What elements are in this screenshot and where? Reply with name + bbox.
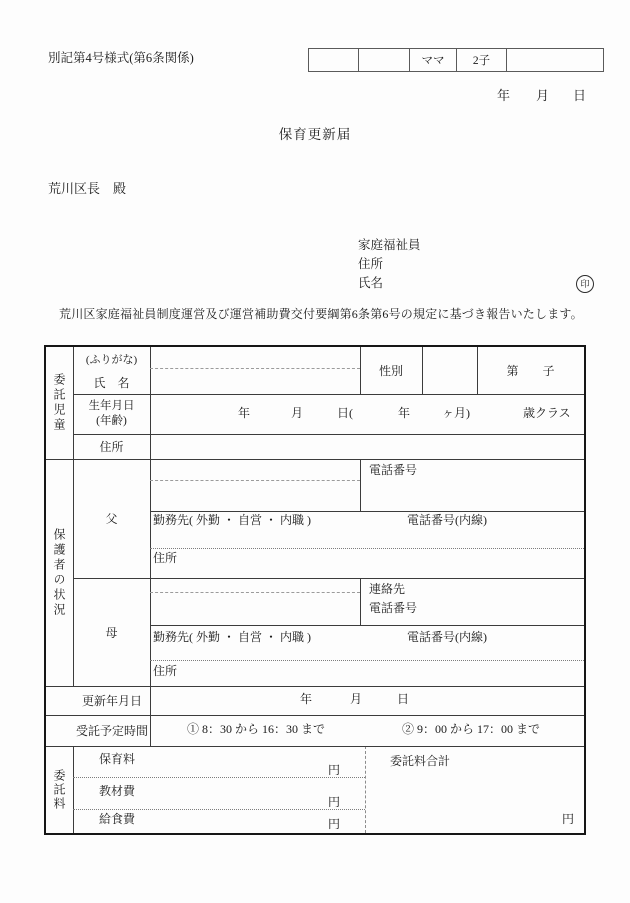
section-header-guardians: 保護者の状況 xyxy=(52,527,66,618)
father-address-label: 住所 xyxy=(153,551,178,565)
dotted-divider xyxy=(73,809,365,810)
renewal-year-label: 年 xyxy=(300,692,313,706)
mother-address-label: 住所 xyxy=(153,664,178,678)
hours-option-2: ② 9：00 から 17：00 まで xyxy=(402,722,541,736)
dotted-divider xyxy=(150,660,584,661)
date-month-label: 月 xyxy=(536,88,550,103)
divider xyxy=(360,578,361,625)
furigana-rule xyxy=(150,592,360,593)
age-year-label: 年 xyxy=(398,406,411,420)
divider xyxy=(422,347,423,394)
page-title: 保育更新届 xyxy=(278,127,352,142)
birth-ordinal-label: 第 子 xyxy=(506,364,555,378)
child-address-label: 住所 xyxy=(99,440,124,454)
divider xyxy=(73,746,74,833)
seal-character: 印 xyxy=(580,278,590,289)
class-label: 歳クラス xyxy=(523,406,571,420)
stamp-cell-3: ママ xyxy=(409,49,456,71)
sender-address-label: 住所 xyxy=(358,257,384,271)
fee-row-label: 教材費 xyxy=(99,784,136,798)
mother-label: 母 xyxy=(105,625,118,640)
divider xyxy=(46,746,584,747)
divider xyxy=(150,625,584,626)
fee-row-label: 保育料 xyxy=(99,752,136,766)
fee-row-unit: 円 xyxy=(328,817,341,831)
sender-role-label: 家庭福祉員 xyxy=(358,238,421,252)
date-year-label: 年 xyxy=(497,88,511,103)
father-employment-label: 勤務先( 外勤 ・ 自営 ・ 内職 ) xyxy=(153,513,311,527)
stamp-cell-4: 2子 xyxy=(456,49,506,71)
fee-row-unit: 円 xyxy=(328,763,341,777)
mother-employment-label: 勤務先( 外勤 ・ 自営 ・ 内職 ) xyxy=(153,630,311,644)
seal-mark-icon xyxy=(576,275,594,293)
father-label: 父 xyxy=(105,512,118,526)
renewal-date-label: 更新年月日 xyxy=(81,694,142,708)
form-reference: 別記第4号様式(第6条関係) xyxy=(48,51,194,65)
dob-label: 生年月日 xyxy=(88,400,135,413)
stamp-cell-2 xyxy=(358,49,409,71)
date-day-label: 日 xyxy=(573,88,587,103)
fee-total-label: 委託料合計 xyxy=(390,754,451,768)
dob-year-label: 年 xyxy=(238,406,251,420)
main-form-table xyxy=(44,345,586,835)
stamp-cell-1 xyxy=(309,49,358,71)
mother-contact-label: 連絡先 xyxy=(369,582,406,596)
fee-row-unit: 円 xyxy=(328,795,341,809)
dotted-divider xyxy=(73,777,365,778)
declaration-sentence: 荒川区家庭福祉員制度運営及び運営補助費交付要綱第6条第6号の規定に基づき報告いたします。 xyxy=(59,307,583,321)
renewal-month-label: 月 xyxy=(350,692,363,706)
dob-month-label: 月 xyxy=(291,406,304,420)
sex-label: 性別 xyxy=(378,364,403,378)
divider xyxy=(360,459,361,511)
hours-option-1: ① 8：30 から 16：30 まで xyxy=(187,722,326,736)
age-months-label: ヶ月) xyxy=(442,406,470,420)
dotted-divider xyxy=(150,548,584,549)
section-header-fees: 委託料 xyxy=(52,768,66,811)
dob-age-label: (年齢) xyxy=(96,415,127,427)
divider xyxy=(150,511,584,512)
dashed-divider xyxy=(365,746,366,833)
stamp-cell-5 xyxy=(506,49,603,71)
mother-employment-phone-label: 電話番号(内線) xyxy=(407,630,487,644)
scheduled-hours-label: 受託予定時間 xyxy=(75,724,148,738)
furigana-rule xyxy=(150,480,360,481)
father-employment-phone-label: 電話番号(内線) xyxy=(407,513,487,527)
furigana-rule xyxy=(150,368,360,369)
furigana-label: (ふりがな) xyxy=(85,354,138,366)
child-name-label: 氏 名 xyxy=(93,375,130,390)
fee-total-unit: 円 xyxy=(562,812,575,826)
sender-name-label: 氏名 xyxy=(358,276,384,290)
mother-contact-phone-label: 電話番号 xyxy=(369,601,418,615)
father-phone-label: 電話番号 xyxy=(369,463,418,477)
dob-day-label: 日( xyxy=(337,406,353,420)
renewal-day-label: 日 xyxy=(397,692,410,706)
stamp-strip xyxy=(308,48,604,72)
section-header-child: 委託児童 xyxy=(52,373,66,433)
addressee: 荒川区長 殿 xyxy=(48,181,127,196)
fee-row-label: 給食費 xyxy=(99,812,136,826)
